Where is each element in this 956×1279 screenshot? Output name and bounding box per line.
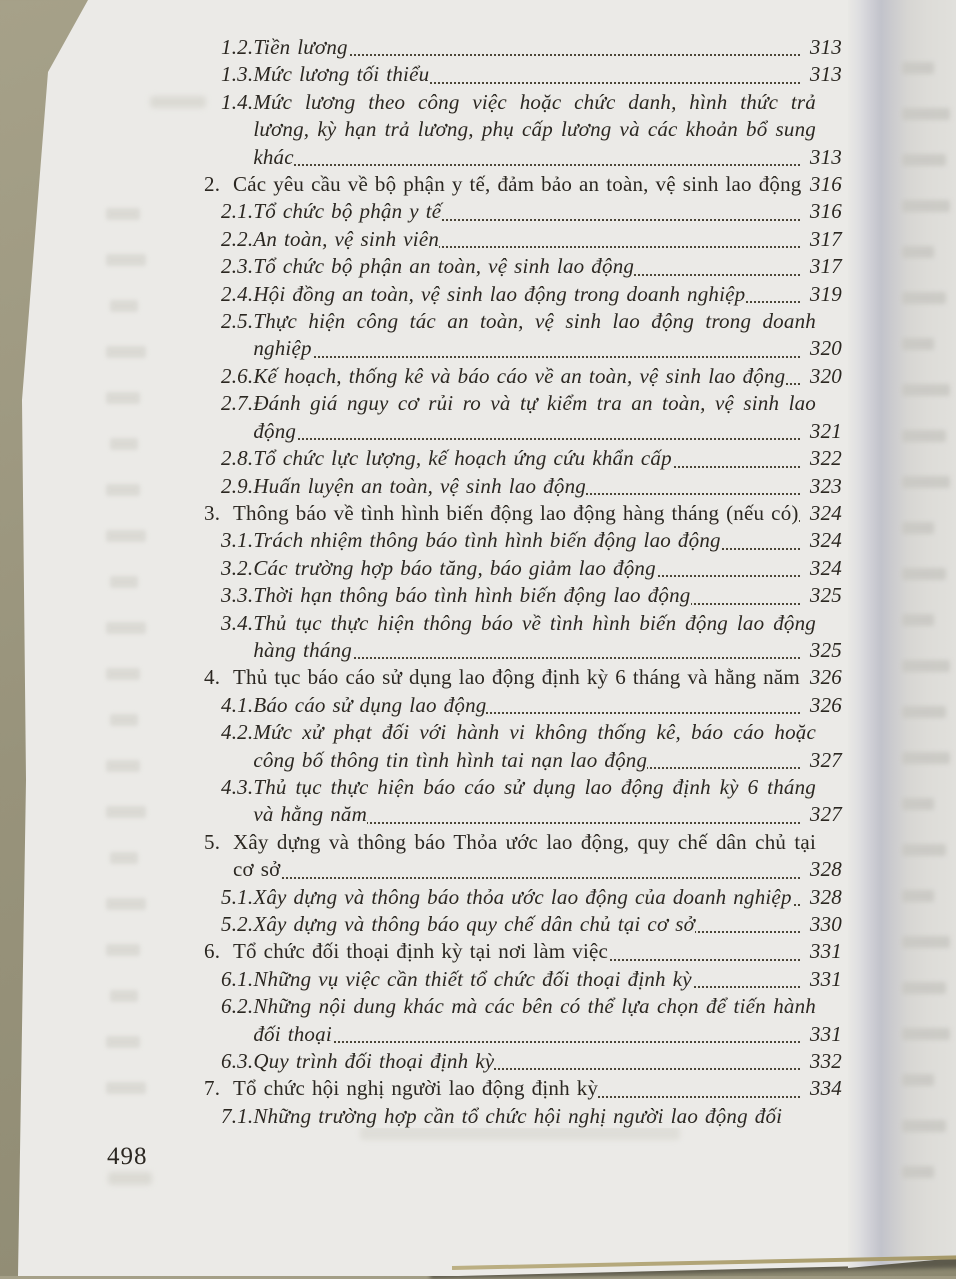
toc-entry-body bbox=[253, 61, 842, 88]
bleed-mark bbox=[902, 476, 950, 488]
toc-entry-number: 1.4. bbox=[221, 89, 254, 114]
toc-entry-title: An toàn, vệ sinh viên bbox=[253, 226, 440, 251]
toc-entry-number: 2. bbox=[204, 172, 221, 197]
toc-entry-title: Tiền lương bbox=[253, 35, 348, 59]
toc-entry-body bbox=[253, 1048, 842, 1075]
toc-entry-title: Huấn luyện an toàn, vệ sinh lao động bbox=[253, 473, 586, 498]
bleed-mark bbox=[902, 522, 934, 534]
toc-entry-title: Thực hiện công tác an toàn, vệ sinh lao động trong doanh nghiệp bbox=[253, 309, 816, 361]
toc-entry-body bbox=[253, 89, 842, 171]
toc-entry-title: Đánh giá nguy cơ rủi ro và tự kiểm tra an toàn, vệ sinh lao động bbox=[253, 391, 816, 443]
toc-entry bbox=[221, 390, 842, 445]
toc-entry bbox=[204, 1075, 842, 1102]
toc-entry-page: 316 bbox=[805, 171, 842, 198]
toc-entry-body bbox=[233, 500, 842, 527]
toc-entry-number: 4. bbox=[204, 665, 221, 690]
bleed-mark bbox=[902, 706, 946, 718]
toc-entry-body bbox=[253, 966, 842, 993]
toc-entry-body bbox=[253, 993, 842, 1048]
toc-entry-title: Thông báo về tình hình biến động lao động hàng tháng (nếu có) bbox=[233, 500, 799, 525]
toc-entry-title: Xây dựng và thông báo quy chế dân chủ tại cơ sở bbox=[253, 912, 696, 936]
toc-entry bbox=[221, 1103, 816, 1130]
toc-entry-number: 3. bbox=[204, 500, 221, 525]
toc-entry-number: 2.2. bbox=[221, 226, 254, 251]
toc-entry-page: 320 bbox=[805, 363, 842, 390]
toc-entry-body bbox=[253, 774, 842, 829]
toc-entry-page: 327 bbox=[805, 801, 842, 828]
toc-entry-number: 6. bbox=[204, 939, 221, 964]
toc-entry bbox=[221, 445, 842, 472]
toc-entry-title: Tổ chức lực lượng, kế hoạch ứng cứu khẩn cấp bbox=[253, 446, 672, 471]
toc-entry-page: 321 bbox=[805, 418, 842, 445]
toc-entry-body bbox=[253, 911, 842, 938]
toc-entry-body bbox=[253, 610, 842, 665]
toc-entry-page: 330 bbox=[805, 911, 842, 938]
toc-entry bbox=[221, 308, 842, 363]
toc-entry-page: 327 bbox=[805, 747, 842, 774]
toc-entry-number: 2.6. bbox=[221, 363, 254, 388]
toc-entry-page: 317 bbox=[805, 226, 842, 253]
toc-entry bbox=[221, 719, 842, 774]
toc-entry-title: Hội đồng an toàn, vệ sinh lao động trong doanh nghiệp bbox=[253, 281, 746, 306]
bleed-mark bbox=[902, 108, 950, 120]
toc-entry-body bbox=[253, 390, 842, 445]
toc-entry bbox=[221, 198, 842, 225]
toc-entry-page: 328 bbox=[805, 856, 842, 883]
dot-leader bbox=[235, 877, 800, 879]
toc-entry-page: 322 bbox=[805, 445, 842, 472]
toc-entry-page: 332 bbox=[805, 1048, 842, 1075]
toc-entry bbox=[221, 281, 842, 308]
toc-entry bbox=[221, 884, 842, 911]
toc-entry bbox=[204, 829, 842, 884]
bleed-mark bbox=[902, 568, 946, 580]
toc-entry-title: Tổ chức đối thoại định kỳ tại nơi làm việc bbox=[233, 939, 609, 964]
toc-entry-title: Những nội dung khác mà các bên có thể lựa chọn để tiến hành đối thoại bbox=[253, 994, 816, 1046]
toc-entry-body bbox=[253, 226, 842, 253]
toc-entry-page: 325 bbox=[805, 637, 842, 664]
toc-entry-number: 2.8. bbox=[221, 446, 254, 471]
toc-entry bbox=[221, 1048, 842, 1075]
bleed-mark bbox=[902, 614, 934, 626]
toc-entry-title: Thủ tục thực hiện thông báo về tình hình biến động lao động hàng tháng bbox=[253, 610, 816, 662]
toc-entry-number: 3.1. bbox=[221, 528, 254, 553]
toc-entry-title: Thủ tục thực hiện báo cáo sử dụng lao động định kỳ 6 tháng và hằng năm bbox=[253, 774, 816, 827]
toc-entry-title: Xây dựng và thông báo Thỏa ước lao động, quy chế dân chủ tại cơ sở bbox=[233, 829, 816, 882]
toc-entry-number: 2.7. bbox=[221, 391, 254, 416]
toc-entry-page: 324 bbox=[805, 555, 842, 582]
toc-entry-body bbox=[233, 664, 842, 691]
toc-entry-title: Các trường hợp báo tăng, báo giảm lao động bbox=[253, 555, 656, 580]
toc-entry-number: 7.1. bbox=[221, 1103, 254, 1128]
bleed-mark bbox=[902, 384, 950, 396]
toc-entry bbox=[204, 938, 842, 965]
toc-entry-title: Mức xử phạt đối với hành vi không thống kê, báo cáo hoặc công bố thông tin tình hình tai nạn lao động bbox=[253, 720, 816, 772]
toc-entry-title: Tổ chức hội nghị người lao động định kỳ bbox=[233, 1076, 599, 1101]
bleed-mark bbox=[902, 936, 950, 948]
toc-entry bbox=[221, 966, 842, 993]
toc-entry-body bbox=[253, 363, 842, 390]
bleed-mark bbox=[902, 890, 934, 902]
facing-page-bleed-column bbox=[902, 62, 950, 1178]
bleed-mark bbox=[902, 982, 946, 994]
toc-entry-title: Những vụ việc cần thiết tổ chức đối thoại định kỳ bbox=[253, 966, 692, 991]
toc-entry-number: 6.1. bbox=[221, 966, 254, 991]
bleed-mark bbox=[902, 844, 946, 856]
toc-entry-body bbox=[253, 445, 842, 472]
toc-entry bbox=[221, 473, 842, 500]
toc-entry-body bbox=[233, 938, 842, 965]
toc-entry bbox=[221, 34, 842, 61]
toc-entry-page: 331 bbox=[805, 938, 842, 965]
toc-entry-body bbox=[253, 253, 842, 280]
bleed-mark bbox=[902, 338, 934, 350]
toc-entry bbox=[221, 555, 842, 582]
toc-entry-page: 328 bbox=[805, 884, 842, 911]
toc-entry-number: 3.4. bbox=[221, 610, 254, 635]
toc-entry-body bbox=[233, 171, 842, 198]
toc-entry-number: 7. bbox=[204, 1076, 221, 1101]
toc-entry-body bbox=[253, 555, 842, 582]
toc-entry bbox=[221, 774, 842, 829]
toc-entry-page: 319 bbox=[805, 281, 842, 308]
toc-entry-body bbox=[253, 473, 842, 500]
bleed-mark bbox=[108, 1172, 152, 1185]
toc-entry-body bbox=[253, 692, 842, 719]
toc-entry-page: 325 bbox=[805, 582, 842, 609]
dot-leader bbox=[255, 1041, 800, 1043]
toc-entry-body bbox=[233, 1075, 842, 1102]
toc-entry-page: 331 bbox=[805, 1021, 842, 1048]
toc-entry-title: Mức lương tối thiểu bbox=[253, 62, 430, 87]
dot-leader bbox=[255, 356, 800, 358]
toc-entry-body bbox=[253, 198, 842, 225]
bleed-mark bbox=[902, 1074, 934, 1086]
toc-entry bbox=[221, 582, 842, 609]
toc-entry-title: Thời hạn thông báo tình hình biến động lao động bbox=[253, 583, 691, 608]
toc-entry-number: 1.2. bbox=[221, 35, 254, 59]
toc-entry-number: 2.3. bbox=[221, 254, 254, 279]
bleed-mark bbox=[902, 430, 946, 442]
toc-entry-number: 2.1. bbox=[221, 199, 254, 224]
toc-entry-title: Quy trình đối thoại định kỳ bbox=[253, 1049, 495, 1074]
toc-entry bbox=[221, 527, 842, 554]
toc-entry-title: Tổ chức bộ phận an toàn, vệ sinh lao động bbox=[253, 254, 635, 279]
toc-entry-page: 334 bbox=[805, 1075, 842, 1102]
toc-entry bbox=[221, 253, 842, 280]
toc-entry-body bbox=[253, 582, 842, 609]
toc-entry-number: 5.1. bbox=[221, 884, 254, 909]
toc-entry bbox=[221, 911, 842, 938]
toc-entry-body bbox=[253, 34, 842, 61]
toc-entry-title: Mức lương theo công việc hoặc chức danh, hình thức trả lương, kỳ hạn trả lương, phụ cấp lương và các khoản bổ sung khác bbox=[253, 89, 816, 169]
bleed-mark bbox=[902, 246, 934, 258]
toc-entry-body bbox=[233, 829, 842, 884]
toc-entry-page: 317 bbox=[805, 253, 842, 280]
toc-entry-body bbox=[253, 1103, 816, 1130]
dot-leader bbox=[255, 164, 800, 166]
bleed-mark bbox=[902, 1028, 950, 1040]
toc-entry-page: 316 bbox=[805, 198, 842, 225]
toc-entry-title: Xây dựng và thông báo thỏa ước lao động của doanh nghiệp bbox=[253, 884, 792, 909]
toc-entry bbox=[221, 692, 842, 719]
toc-entry-number: 1.3. bbox=[221, 62, 254, 87]
toc-entry-page: 320 bbox=[805, 335, 842, 362]
toc-entry-number: 2.5. bbox=[221, 309, 254, 334]
toc-entry bbox=[221, 993, 842, 1048]
toc-entry-title: Thủ tục báo cáo sử dụng lao động định kỳ 6 tháng và hằng năm bbox=[233, 665, 800, 690]
toc-entry-number: 3.3. bbox=[221, 583, 254, 608]
toc-entry bbox=[221, 89, 842, 171]
toc-entry-page: 326 bbox=[805, 692, 842, 719]
toc-entry bbox=[221, 610, 842, 665]
bleed-mark bbox=[902, 752, 950, 764]
toc-entry bbox=[204, 500, 842, 527]
toc-entry bbox=[204, 171, 842, 198]
toc-entry-number: 4.1. bbox=[221, 692, 254, 717]
toc-entry bbox=[221, 363, 842, 390]
toc-entry bbox=[204, 664, 842, 691]
toc-entry-title: Các yêu cầu về bộ phận y tế, đảm bảo an toàn, vệ sinh lao động bbox=[233, 172, 802, 197]
toc-entry-number: 2.9. bbox=[221, 473, 254, 498]
toc-entry-page: 331 bbox=[805, 966, 842, 993]
toc-entry-body bbox=[253, 719, 842, 774]
toc-entry-page: 313 bbox=[805, 34, 842, 61]
toc-entry-title: Trách nhiệm thông báo tình hình biến động lao động bbox=[253, 528, 721, 553]
toc-entry-title: Tổ chức bộ phận y tế bbox=[253, 199, 442, 224]
table-of-contents bbox=[0, 34, 842, 1130]
toc-entry-title: Kế hoạch, thống kê và báo cáo về an toàn, vệ sinh lao động bbox=[253, 363, 786, 388]
bleed-mark bbox=[902, 1120, 946, 1132]
toc-entry-number: 6.3. bbox=[221, 1049, 254, 1074]
bleed-mark bbox=[902, 154, 946, 166]
toc-entry bbox=[221, 61, 842, 88]
toc-entry-page: 324 bbox=[805, 500, 842, 527]
toc-entry-number: 4.3. bbox=[221, 774, 254, 799]
toc-entry-number: 6.2. bbox=[221, 994, 254, 1019]
dot-leader bbox=[255, 438, 800, 440]
toc-entry-number: 5. bbox=[204, 829, 221, 854]
toc-entry-page: 313 bbox=[805, 144, 842, 171]
bleed-mark bbox=[902, 200, 950, 212]
toc-entry-body bbox=[253, 281, 842, 308]
toc-entry-body bbox=[253, 308, 842, 363]
bleed-mark bbox=[902, 292, 946, 304]
page-number: 498 bbox=[107, 1143, 148, 1170]
toc-entry bbox=[221, 226, 842, 253]
toc-entry-page: 323 bbox=[805, 473, 842, 500]
toc-entry-body bbox=[253, 527, 842, 554]
bleed-mark bbox=[902, 660, 950, 672]
bleed-mark bbox=[902, 62, 934, 74]
toc-entry-title: Báo cáo sử dụng lao động bbox=[253, 692, 487, 717]
toc-entry-title: Những trường hợp cần tổ chức hội nghị người lao động đối bbox=[253, 1103, 783, 1128]
toc-entry-number: 2.4. bbox=[221, 281, 254, 306]
toc-entry-number: 5.2. bbox=[221, 912, 254, 936]
toc-entry-page: 324 bbox=[805, 527, 842, 554]
toc-entry-page: 313 bbox=[805, 61, 842, 88]
toc-entry-number: 3.2. bbox=[221, 555, 254, 580]
bleed-mark bbox=[902, 798, 934, 810]
bleed-mark bbox=[902, 1166, 934, 1178]
toc-entry-body bbox=[253, 884, 842, 911]
toc-entry-number: 4.2. bbox=[221, 720, 254, 745]
toc-entry-page: 326 bbox=[805, 664, 842, 691]
